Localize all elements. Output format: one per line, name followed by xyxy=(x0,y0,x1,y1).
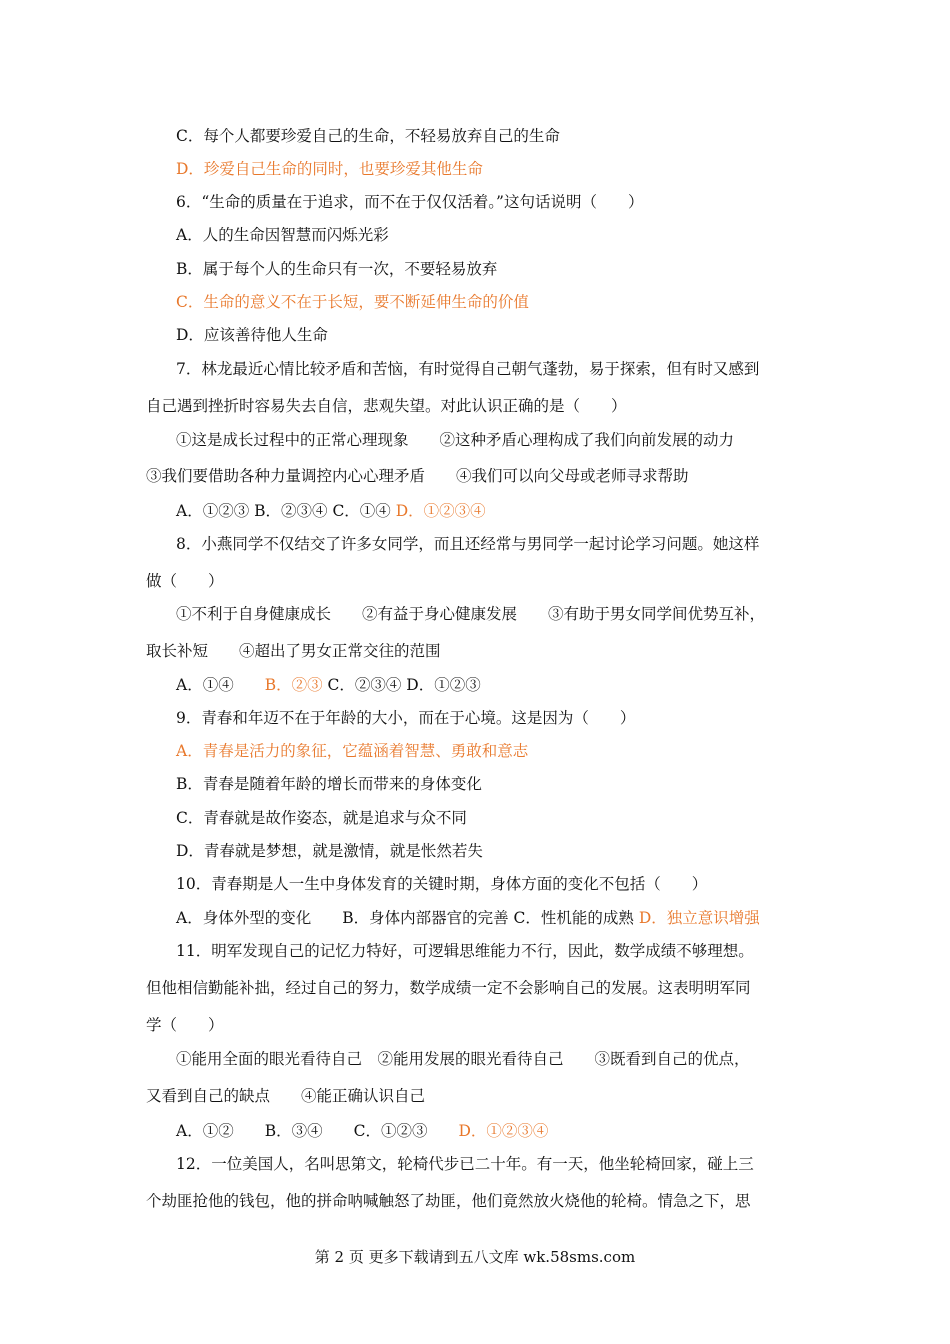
option-c-q9: C．青春就是故作姿态，就是追求与众不同 xyxy=(176,809,467,827)
option-d-q6: D．应该善待他人生命 xyxy=(176,326,328,344)
question-7-statements-2: ③我们要借助各种力量调控内心心理矛盾 ④我们可以向父母或老师寻求帮助 xyxy=(146,467,689,485)
answer-text: B．②③ xyxy=(264,676,323,694)
question-12-line2: 个劫匪抢他的钱包，他的拼命呐喊触怒了劫匪，他们竟然放火烧他的轮椅。情急之下，思 xyxy=(146,1192,751,1210)
question-7-statements-1: ①这是成长过程中的正常心理现象 ②这种矛盾心理构成了我们向前发展的动力 xyxy=(176,431,735,449)
question-7-line1: 7．林龙最近心情比较矛盾和苦恼，有时觉得自己朝气蓬勃，易于探索，但有时又感到 xyxy=(176,360,760,378)
option-text: C．②③④ D．①②③ xyxy=(322,676,481,694)
question-9: 9．青春和年迈不在于年龄的大小，而在于心境。这是因为（ ） xyxy=(176,709,636,727)
question-8-statements-2: 取长补短 ④超出了男女正常交往的范围 xyxy=(146,642,441,660)
answer-option-a-q9: A．青春是活力的象征，它蕴涵着智慧、勇敢和意志 xyxy=(176,742,529,760)
question-12-line1: 12．一位美国人，名叫思第文，轮椅代步已二十年。有一天，他坐轮椅回家，碰上三 xyxy=(176,1155,754,1173)
answer-option-d-q5: D．珍爱自己生命的同时，也要珍爱其他生命 xyxy=(176,160,483,178)
question-11-statements-1: ①能用全面的眼光看待自己 ②能用发展的眼光看待自己 ③既看到自己的优点， xyxy=(176,1050,750,1068)
option-text: A．①④ xyxy=(176,676,265,694)
option-a-q6: A．人的生命因智慧而闪烁光彩 xyxy=(176,226,389,244)
question-11-options xyxy=(176,1120,548,1142)
question-6: 6．“生命的质量在于追求，而不在于仅仅活着。”这句话说明（ ） xyxy=(176,193,644,211)
question-10: 10．青春期是人一生中身体发育的关键时期，身体方面的变化不包括（ ） xyxy=(176,875,708,893)
option-text: A．①②③ B．②③④ C．①④ xyxy=(176,502,396,520)
answer-text: D．独立意识增强 xyxy=(638,909,760,927)
page-footer: 第 2 页 更多下载请到五八文库 wk.58sms.com xyxy=(314,1248,636,1266)
option-text: A．①② B．③④ C．①②③ xyxy=(176,1122,459,1140)
option-text: A．身体外型的变化 B．身体内部器官的完善 C．性机能的成熟 xyxy=(176,909,639,927)
question-11-line2: 但他相信勤能补拙，经过自己的努力，数学成绩一定不会影响自己的发展。这表明明军同 xyxy=(146,979,751,997)
question-8-options xyxy=(176,674,481,696)
question-11-statements-2: 又看到自己的缺点 ④能正确认识自己 xyxy=(146,1087,426,1105)
option-d-q9: D．青春就是梦想，就是激情，就是怅然若失 xyxy=(176,842,483,860)
answer-text: D．①②③④ xyxy=(395,502,486,520)
question-10-options xyxy=(176,907,760,929)
answer-text: D．①②③④ xyxy=(458,1122,549,1140)
option-c-q5: C．每个人都要珍爱自己的生命，不轻易放弃自己的生命 xyxy=(176,127,560,145)
answer-option-c-q6: C．生命的意义不在于长短，要不断延伸生命的价值 xyxy=(176,293,529,311)
question-11-line1: 11．明军发现自己的记忆力特好，可逻辑思维能力不行，因此，数学成绩不够理想。 xyxy=(176,942,754,960)
question-7-options xyxy=(176,500,486,522)
question-11-line3: 学（ ） xyxy=(146,1016,224,1034)
question-8-line1: 8．小燕同学不仅结交了许多女同学，而且还经常与男同学一起讨论学习问题。她这样 xyxy=(176,535,760,553)
option-b-q6: B．属于每个人的生命只有一次，不要轻易放弃 xyxy=(176,260,498,278)
option-b-q9: B．青春是随着年龄的增长而带来的身体变化 xyxy=(176,775,482,793)
question-7-line2: 自己遇到挫折时容易失去自信，悲观失望。对此认识正确的是（ ） xyxy=(146,397,627,415)
question-8-statements-1: ①不利于自身健康成长 ②有益于身心健康发展 ③有助于男女同学间优势互补， xyxy=(176,605,766,623)
question-8-line2: 做（ ） xyxy=(146,572,224,590)
